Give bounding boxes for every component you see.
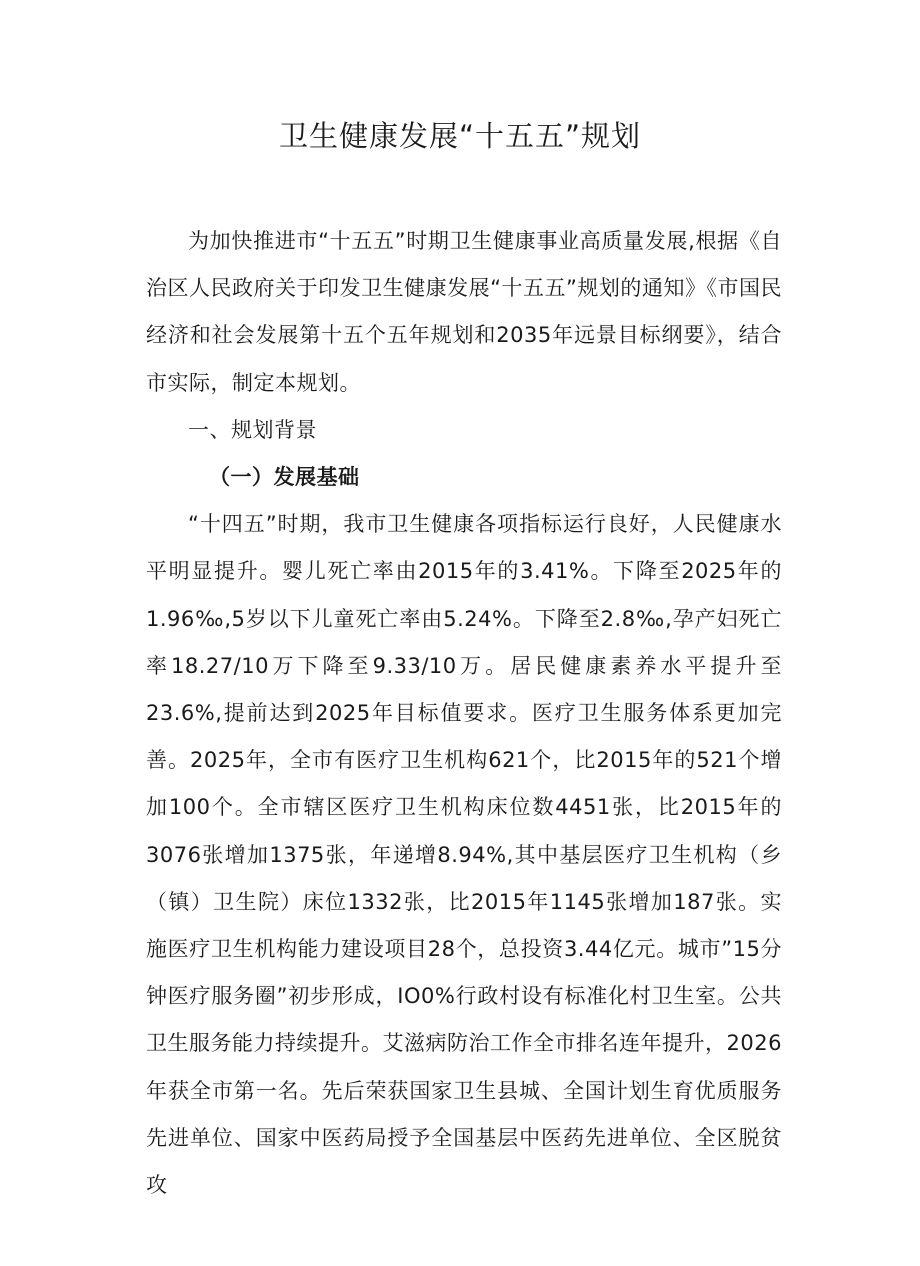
document-body: [146, 218, 782, 1209]
document-title: 卫生健康发展“十五五”规划: [278, 119, 642, 153]
intro-paragraph: 为加快推进市“十五五”时期卫生健康事业高质量发展,根据《自治区人民政府关于印发卫生健康发展“十五五”规划的通知》《市国民经济和社会发展第十五个五年规划和2035年远景目标纲要》，结合市实际，制定本规划。: [146, 229, 782, 395]
section-heading-background: 一、规划背景: [188, 417, 317, 442]
subsection-heading-foundation: （一）发展基础: [209, 465, 360, 490]
body-paragraph: “十四五”时期，我市卫生健康各项指标运行良好，人民健康水平明显提升。婴儿死亡率由2015年的3.41%。下降至2025年的1.96‰,5岁以下儿童死亡率由5.24%。下降至2.8‰,孕产妇死亡率18.27/10万下降至9.33/10万。居民健康素养水平提升至23.6%,提前达到2025年目标值要求。医疗卫生服务体系更加完善。2025年，全市有医疗卫生机构621个，比2015年的521个增加100个。全市辖区医疗卫生机构床位数4451张，比2015年的3076张增加1375张，年递增8.94%,其中基层医疗卫生机构（乡（镇）卫生院）床位1332张，比2015年1145张增加187张。实施医疗卫生机构能力建设项目28个，总投资3.44亿元。城市”15分钟医疗服务圈”初步形成，IO0%行政村设有标准化村卫生室。公共卫生服务能力持续提升。艾滋病防治工作全市排名连年提升，2026年获全市第一名。先后荣获国家卫生县城、全国计划生育优质服务先进单位、国家中医药局授予全国基层中医药先进单位、全区脱贫攻: [146, 512, 782, 1198]
